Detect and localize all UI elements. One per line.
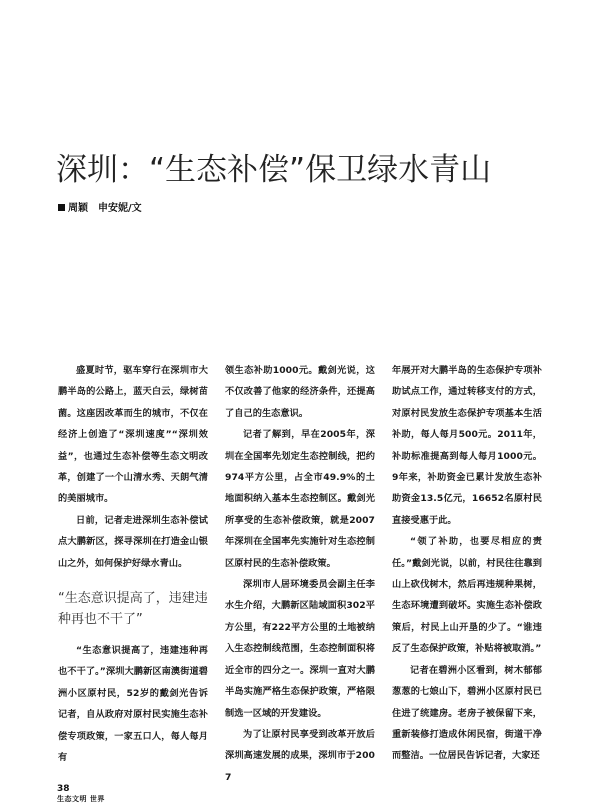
paragraph: 领生态补助1000元。戴剑光说，这不仅改善了他家的经济条件，还提高了自己的生态意识。 (225, 365, 375, 419)
column-1 (58, 360, 208, 769)
paragraph: “领了补助，也要尽相应的责任。”戴剑光说，以前，村民往往靠到山上砍伐树木，然后再违规种果树，生态环境遭到破坏。实施生态补偿政策后，村民上山开垦的少了。“谁违反了生态保护政策，补贴将被取消。” (392, 536, 542, 655)
paragraph: 为了让原村民享受到改革开放后深圳高速发展的成果，深圳市于2007 (225, 728, 375, 783)
byline-authors: 周颖 申安妮/文 (68, 203, 142, 214)
paragraph: 记者了解到，早在2005年，深圳在全国率先划定生态控制线，把约974平方公里，占全市49.9%的土地面积纳入基本生态控制区。戴剑光所享受的生态补偿政策，就是2007年深圳在全国率先实施针对生态控制区原村民的生态补偿政策。 (225, 429, 375, 569)
magazine-logo: 生态文明 世界 (57, 795, 105, 803)
column-2 (225, 360, 375, 788)
column-3 (392, 360, 542, 767)
article-title: 深圳：“生态补偿”保卫绿水青山 (56, 152, 492, 188)
paragraph: 记者在碧洲小区看到，树木郁郁葱葱的七娘山下，碧洲小区原村民已住进了统建房。老房子被保留下来，重新装修打造成休闲民宿，街道干净而整洁。一位居民告诉记者，大家还 (392, 664, 542, 762)
paragraph: 日前，记者走进深圳生态补偿试点大鹏新区，探寻深圳在打造金山银山之外，如何保护好绿水青山。 (58, 514, 208, 569)
paragraph: 年展开对大鹏半岛的生态保护专项补助试点工作，通过转移支付的方式，对原村民发放生态保护专项基本生活补助，每人每月500元。2011年，补助标准提高到每人每月1000元。9年来，补助资金已累计发放生态补助资金13.5亿元，16652名原村民直接受惠于此。 (392, 365, 542, 526)
square-bullet-icon (58, 204, 65, 211)
paragraph: “生态意识提高了，违建违种再也不干了。”深圳大鹏新区南澳街道碧洲小区原村民，52岁的戴剑光告诉记者，自从政府对原村民实施生态补偿专项政策，一家五口人，每人每月有 (58, 645, 208, 764)
page-number: 38 (57, 784, 70, 794)
byline (58, 202, 142, 216)
section-subheading: “生态意识提高了，违建违种再也不干了” (58, 591, 208, 628)
paragraph: 深圳市人居环境委员会副主任李水生介绍，大鹏新区陆域面积302平方公里，有222平方公里的土地被纳入生态控制线范围，生态控制面积将近全市的四分之一。深圳一直对大鹏半岛实施严格生态保护政策，严格限制选一区域的开发建设。 (225, 579, 375, 719)
paragraph: 盛夏时节，驱车穿行在深圳市大鹏半岛的公路上，蓝天白云，绿树苗菌。这座因改革而生的城市，不仅在经济上创造了“深圳速度”“深圳效益”，也通过生态补偿等生态文明改革，创建了一个山清水秀、天朗气清的美丽城市。 (58, 365, 208, 505)
